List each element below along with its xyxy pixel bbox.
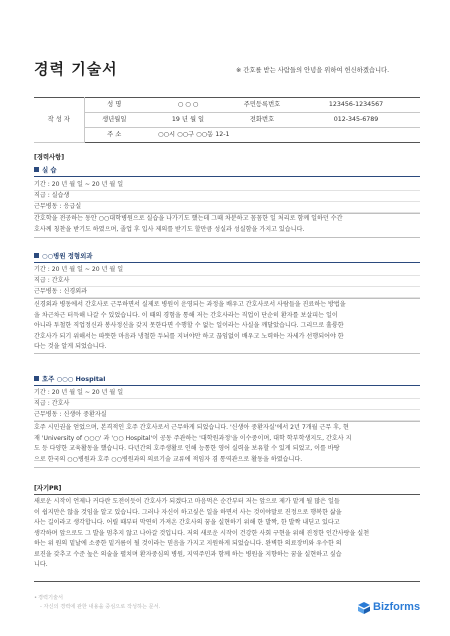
- description-line: 으로 한국의 ○○병원과 호주 ○○병원과의 의료기술 교류에 적임자 겸 통역관으로 활동을 하였습니다.: [34, 455, 303, 463]
- experience-meta: [34, 265, 420, 298]
- experience-position: 직급 : 실습생: [34, 191, 420, 202]
- experience-dept: 근무병동 : 신생아 중환자실: [34, 410, 420, 421]
- dob-value: 19 년 월 일: [144, 113, 232, 128]
- pr-line: 생각하며 앞으로도 그 발을 멈추지 않고 나아갈 것입니다. 저의 새로운 시작이 건강한 사회 구현을 위해 진정한 인간사랑을 실천: [34, 529, 370, 537]
- address-label: 주 소: [84, 128, 144, 143]
- experience-title-text: 호주 ○○○ Hospital: [42, 375, 106, 383]
- pr-line: 새로운 시작이 언제나 커다란 도전이듯이 간호사가 되겠다고 마음먹은 순간부터 저는 앞으로 제가 맡게 될 많은 일들: [34, 498, 340, 505]
- phone-value: 012-345-6789: [292, 113, 420, 128]
- name-label: 성 명: [84, 98, 144, 113]
- experience-description: [34, 423, 420, 465]
- experience-meta: [34, 180, 420, 213]
- footer-description: - 자신의 경력에 관한 내용을 중심으로 작성하는 문서.: [40, 604, 161, 610]
- dot-bullet-icon: •: [34, 595, 38, 601]
- description-line: 신경외과 병동에서 간호사로 근무하면서 실제로 병원이 운영되는 과정을 배우고 간호사로서 사람들을 진료하는 방법을: [34, 301, 346, 308]
- pr-line: 니다.: [34, 561, 48, 568]
- rrn-label: 주민등록번호: [232, 98, 292, 113]
- description-line: 간호학을 전공하는 동안 ○○대학병원으로 실습을 나가기도 했는데 그때 차분하고 꼼꼼한 일 처리로 함께 일하던 수간: [34, 215, 343, 222]
- experience-position: 직급 : 간호사: [34, 399, 420, 410]
- motto-text: ※ 간호를 받는 사람들의 안녕을 위하여 헌신하겠습니다.: [236, 67, 390, 74]
- experience-title: [34, 375, 420, 386]
- description-line: 호사께 칭찬을 받기도 하였으며, 졸업 후 입사 제의를 받기도 할만큼 성실과 성실함을 가지고 있습니다.: [34, 225, 305, 233]
- experience-description: [34, 214, 420, 235]
- description-line: 호주 시민권을 얻었으며, 본격적인 호주 간호사로서 근무하게 되었습니다. '신생아 중환자실'에서 2년 7개월 근무 후, 현: [34, 424, 349, 431]
- experience-title-text: 실 습: [42, 166, 57, 174]
- description-line: 을 차근차근 터득해 나갈 수 있었습니다. 이 때의 경험을 통해 저는 간호사라는 직업이 단순히 환자를 보살피는 일이: [34, 311, 338, 319]
- experience-meta: [34, 388, 420, 421]
- square-bullet-icon: [34, 376, 39, 381]
- experience-period: 기간 : 20 년 월 일 ~ 20 년 월 일: [34, 265, 420, 276]
- pr-line: 료진을 갖추고 수준 높은 의술을 펼치며 환자중심의 병원, 지역주민과 함께 하는 병원을 지향하는 꿈을 실현하고 싶습: [34, 550, 342, 558]
- experience-title: [34, 166, 420, 177]
- experience-position: 직급 : 간호사: [34, 276, 420, 287]
- footer-note: [34, 594, 160, 612]
- pr-line: 이 쉽지만은 않을 것임을 알고 있습니다. 그러나 자신이 하고싶은 일을 하면서 사는 것이야말로 진정으로 행복한 삶을: [34, 508, 342, 516]
- experience-title-text: ○○병원 정형외과: [42, 252, 93, 260]
- bizforms-logo-icon: [358, 602, 370, 614]
- experience-title: [34, 252, 420, 263]
- pr-heading: [자기PR]: [34, 485, 62, 492]
- description-line: 아니라 투철한 직업정신과 봉사정신을 갖지 못한다면 수행할 수 없는 일이라는 사실을 깨달았습니다. 그리므로 훌륭한: [34, 322, 344, 329]
- description-line: 재 'University of ○○○' 과 '○○ Hospital'이 공동 주관하는 '대학원과정'을 이수중이며, 대학 학부학생지도, 간호사 지: [34, 434, 352, 442]
- description-line: 다는 것을 알게 되었습니다.: [34, 343, 107, 350]
- phone-label: 전화번호: [232, 113, 292, 128]
- bizforms-wordmark: Bizforms: [373, 601, 421, 613]
- description-line: 간호사가 되기 위해서는 따뜻한 마음과 냉철한 두뇌를 지녀야만 하고 끊임없이 배우고 노력하는 자세가 선행되어야 한: [34, 332, 344, 340]
- personal-info-table: [34, 97, 420, 143]
- experience-dept: 근무병동 : 신경외과: [34, 287, 420, 298]
- address-value: ○○시 ○○구 ○○동 12-1: [144, 128, 420, 143]
- pr-line: 하는 위 원의 밑날에 소중한 밑거름이 될 것이라는 믿음을 가지고 지원하게 되었습니다. 완벽한 의료장비와 우수한 의: [34, 540, 342, 547]
- dob-label: 생년월일: [84, 113, 144, 128]
- career-heading: [경력사항]: [34, 154, 65, 161]
- bizforms-logo: [358, 601, 428, 615]
- footer-title: 경력기술서: [38, 595, 64, 601]
- square-bullet-icon: [34, 167, 39, 172]
- experience-description: [34, 300, 420, 353]
- description-line: 도 등 다양한 교육활동을 했습니다. 다년간의 호주생활로 인해 능통한 영어 실력을 보유할 수 있게 되었고, 이를 바탕: [34, 445, 340, 452]
- square-bullet-icon: [34, 253, 39, 258]
- experience-period: 기간 : 20 년 월 일 ~ 20 년 월 일: [34, 388, 420, 399]
- name-value: ○ ○ ○: [144, 98, 232, 113]
- pr-text: [34, 497, 420, 571]
- rrn-value: 123456-1234567: [292, 98, 420, 113]
- author-label: 작 성 자: [34, 98, 84, 143]
- pr-line: 사는 길이라고 생각합니다. 어릴 때부터 막연히 가져온 간호사의 꿈을 실현하기 위해 한 발짝, 한 발짝 내딛고 있다고: [34, 519, 340, 526]
- experience-dept: 근무병동 : 응급실: [34, 202, 420, 213]
- page-title: 경력 기술서: [34, 60, 118, 78]
- experience-period: 기간 : 20 년 월 일 ~ 20 년 월 일: [34, 180, 420, 191]
